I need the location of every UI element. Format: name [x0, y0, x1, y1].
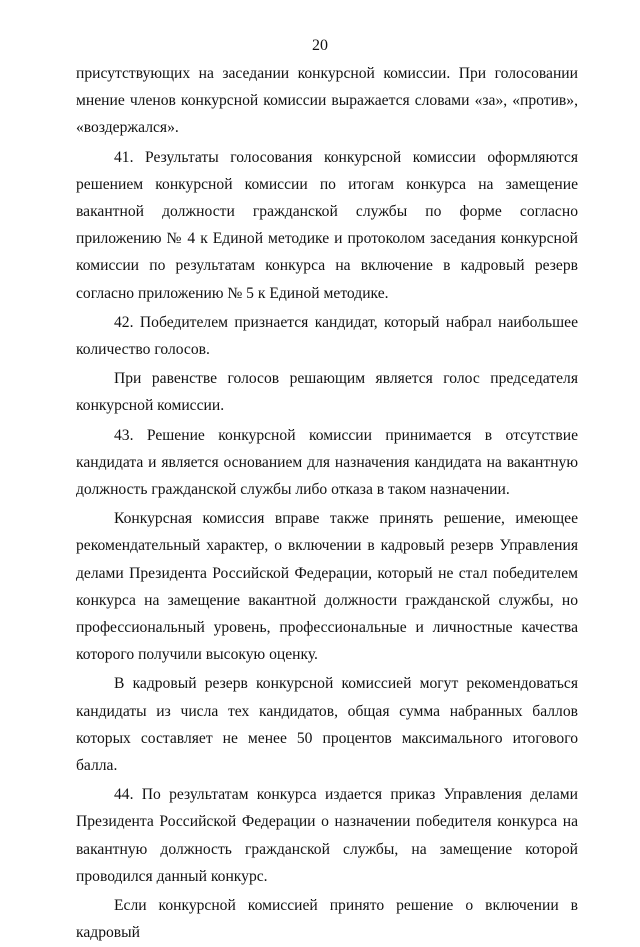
paragraph-continuation: присутствующих на заседании конкурсной комиссии. При голосовании мнение членов конкурсной комиссии выражается словами «за», «против», «воздержался».: [76, 65, 578, 137]
paragraph-43-reserve-recommendation: Конкурсная комиссия вправе также принять решение, имеющее рекомендательный характер, о включении в кадровый резерв Управления делами Президента Российской Федерации, который не стал победителем конкурса на замещение вакантной должности гражданской службы, но профессиональный уровень, профессиональные и личностные качества которого получили высокую оценку.: [76, 510, 578, 664]
paragraph-44: 44. По результатам конкурса издается приказ Управления делами Президента Российской Федерации о назначении победителя конкурса на вакантную должность гражданской службы, на замещение которой проводился данный конкурс.: [76, 786, 578, 885]
paragraph-41: 41. Результаты голосования конкурсной комиссии оформляются решением конкурсной комиссии по итогам конкурса на замещение вакантной должности гражданской службы по форме согласно приложению № 4 к Единой методике и протоколом заседания конкурсной комиссии по результатам конкурса на включение в кадровый резерв согласно приложению № 5 к Единой методике.: [76, 148, 578, 302]
paragraph-42-tie-vote: При равенстве голосов решающим является голос председателя конкурсной комиссии.: [76, 370, 578, 415]
paragraph-44-continuation: Если конкурсной комиссией принято решение о включении в кадровый: [76, 897, 578, 942]
paragraph-43: 43. Решение конкурсной комиссии принимается в отсутствие кандидата и является основанием для назначения кандидата на вакантную должность гражданской службы либо отказа в таком назначении.: [76, 426, 578, 499]
paragraph-43-reserve-threshold: В кадровый резерв конкурсной комиссией могут рекомендоваться кандидаты из числа тех кандидатов, общая сумма набранных баллов которых составляет не менее 50 процентов максимального итогового балла.: [76, 675, 578, 775]
paragraph-42: 42. Победителем признается кандидат, который набрал наибольшее количество голосов.: [76, 313, 578, 359]
document-body: [76, 60, 578, 947]
page-number: 20: [312, 37, 328, 54]
